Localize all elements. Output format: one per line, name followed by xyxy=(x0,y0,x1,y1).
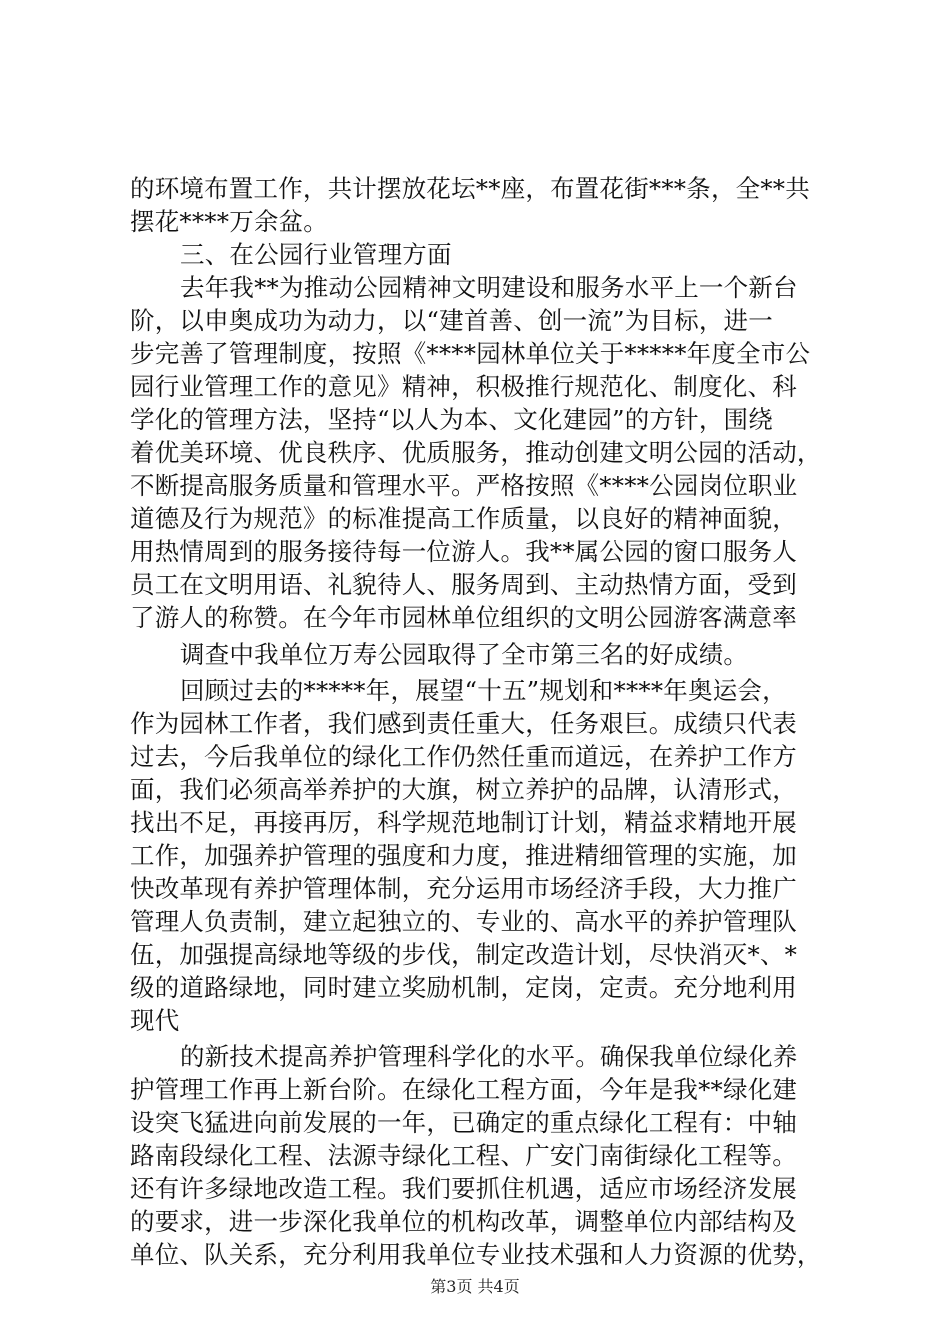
text-line-4: 去年我**为推动公园精神文明建设和服务水平上一个新台 xyxy=(180,273,798,302)
text-line-18: 过去，今后我单位的绿化工作仍然任重而道远，在养护工作方 xyxy=(130,742,797,771)
text-line-31: 还有许多绿地改造工程。我们要抓住机遇，适应市场经济发展 xyxy=(130,1174,797,1203)
text-line-23: 管理人负责制，建立起独立的、专业的、高水平的养护管理队 xyxy=(130,907,797,936)
text-line-1: 的环境布置工作，共计摆放花坛**座，布置花街***条，全**共 xyxy=(130,174,810,203)
text-line-19: 面，我们必须高举养护的大旗，树立养护的品牌，认清形式， xyxy=(130,775,797,804)
section-heading: 三、在公园行业管理方面 xyxy=(180,240,452,269)
text-line-2: 摆花****万余盆。 xyxy=(130,207,328,236)
text-line-12: 用热情周到的服务接待每一位游人。我**属公园的窗口服务人 xyxy=(130,537,798,566)
text-line-8: 学化的管理方法，坚持“以人为本、文化建园”的方针，围绕 xyxy=(130,405,773,434)
text-line-29: 设突飞猛进向前发展的一年，已确定的重点绿化工程有：中轴 xyxy=(130,1108,797,1137)
text-line-28: 护管理工作再上新台阶。在绿化工程方面，今年是我**绿化建 xyxy=(130,1075,798,1104)
text-line-24: 伍，加强提高绿地等级的步伐，制定改造计划，尽快消灭*、* xyxy=(130,940,798,969)
text-line-33: 单位、队关系，充分利用我单位专业技术强和人力资源的优势， xyxy=(130,1240,822,1269)
text-line-17: 作为园林工作者，我们感到责任重大，任务艰巨。成绩只代表 xyxy=(130,709,797,738)
text-line-11: 道德及行为规范》的标准提高工作质量，以良好的精神面貌， xyxy=(130,504,797,533)
page-number: 第3页 共4页 xyxy=(430,1277,520,1296)
text-line-5: 阶，以申奥成功为动力，以“建首善、创一流”为目标，进一 xyxy=(130,306,773,335)
text-line-14: 了游人的称赞。在今年市园林单位组织的文明公园游客满意率 xyxy=(130,603,797,632)
text-line-13: 员工在文明用语、礼貌待人、服务周到、主动热情方面，受到 xyxy=(130,570,797,599)
text-line-10: 不断提高服务质量和管理水平。严格按照《****公园岗位职业 xyxy=(130,471,798,500)
text-line-15: 调查中我单位万寿公园取得了全市第三名的好成绩。 xyxy=(180,640,749,669)
text-line-32: 的要求，进一步深化我单位的机构改革，调整单位内部结构及 xyxy=(130,1207,797,1236)
text-line-22: 快改革现有养护管理体制，充分运用市场经济手段，大力推广 xyxy=(130,874,797,903)
text-line-9: 着优美环境、优良秩序、优质服务，推动创建文明公园的活动， xyxy=(130,438,822,467)
text-line-16: 回顾过去的*****年，展望“十五”规划和****年奥运会， xyxy=(180,676,787,705)
text-line-30: 路南段绿化工程、法源寺绿化工程、广安门南街绿化工程等。 xyxy=(130,1141,797,1170)
text-line-26: 现代 xyxy=(130,1006,180,1035)
text-line-27: 的新技术提高养护管理科学化的水平。确保我单位绿化养 xyxy=(180,1042,798,1071)
text-line-20: 找出不足，再接再厉，科学规范地制订计划，精益求精地开展 xyxy=(130,808,797,837)
text-line-7: 园行业管理工作的意见》精神，积极推行规范化、制度化、科 xyxy=(130,372,797,401)
text-line-6: 步完善了管理制度，按照《****园林单位关于*****年度全市公 xyxy=(130,339,811,368)
text-line-21: 工作，加强养护管理的强度和力度，推进精细管理的实施，加 xyxy=(130,841,797,870)
text-line-25: 级的道路绿地，同时建立奖励机制，定岗，定责。充分地利用 xyxy=(130,973,797,1002)
